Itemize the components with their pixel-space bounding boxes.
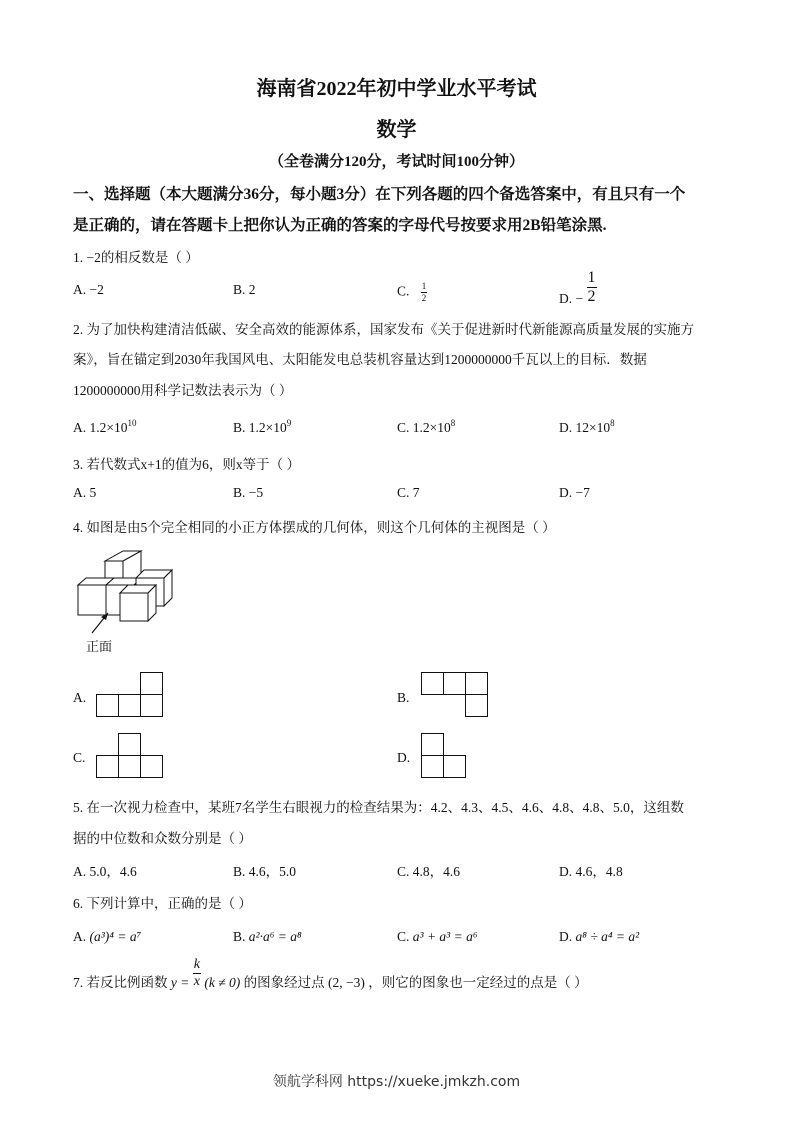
q6-c-label: C. bbox=[397, 929, 410, 944]
q2-d-base: D. 12×10 bbox=[559, 420, 611, 435]
exam-title: 海南省2022年初中学业水平考试 bbox=[256, 78, 537, 100]
q1-option-b: B. 2 bbox=[233, 282, 256, 297]
q7-point: (2, −3) bbox=[327, 974, 365, 990]
q7-denominator: x bbox=[193, 974, 200, 989]
q4-option-a-figure bbox=[96, 672, 166, 718]
q2-a-base: A. 1.2×10 bbox=[73, 420, 128, 435]
q4-option-b-figure bbox=[421, 672, 491, 718]
front-label: 正面 bbox=[86, 640, 113, 655]
q1-c-denominator: 2 bbox=[421, 293, 427, 303]
q6-b-expr: a²·a⁶ = a⁸ bbox=[248, 929, 302, 944]
q7-part2: 的图象经过点 bbox=[243, 974, 325, 990]
exam-subject: 数学 bbox=[376, 119, 417, 141]
q1-option-d-label: D. − bbox=[559, 290, 584, 306]
q7-part3: ，则它的图象也一定经过的点是（ ） bbox=[368, 974, 588, 990]
q6-option-b bbox=[233, 929, 302, 945]
q6-option-a bbox=[73, 929, 141, 945]
q6-b-label: B. bbox=[233, 929, 246, 944]
q7-stem bbox=[73, 958, 588, 989]
q1-c-numerator: 1 bbox=[421, 281, 427, 291]
q2-option-d bbox=[559, 418, 615, 436]
q2-stem-line1: 2. 为了加快构建清洁低碳、安全高效的能源体系，国家发布《关于促进新时代新能源高质量发展的实施方 bbox=[73, 322, 694, 337]
section1-line2: 是正确的，请在答题卡上把你认为正确的答案的字母代号按要求用2B铅笔涂黑. bbox=[73, 217, 607, 234]
q2-b-base: B. 1.2×10 bbox=[233, 420, 287, 435]
q7-fraction bbox=[193, 958, 201, 989]
q6-option-d bbox=[559, 929, 639, 945]
q2-c-exp: 8 bbox=[450, 418, 456, 428]
q3-option-a: A. 5 bbox=[73, 485, 97, 500]
q2-c-base: C. 1.2×10 bbox=[397, 420, 451, 435]
q4-option-c-figure bbox=[96, 733, 166, 779]
q6-stem: 6. 下列计算中，正确的是（ ） bbox=[73, 896, 252, 911]
q2-b-exp: 9 bbox=[286, 418, 292, 428]
cube-figure bbox=[70, 545, 190, 645]
q4-option-c: C. bbox=[73, 750, 86, 765]
q6-a-expr: (a³)⁴ = a⁷ bbox=[89, 929, 142, 944]
q7-condition: (k ≠ 0) bbox=[204, 974, 241, 990]
q4-stem: 4. 如图是由5个完全相同的小正方体摆成的几何体，则这个几何体的主视图是（ ） bbox=[73, 520, 556, 535]
q3-option-c: C. 7 bbox=[397, 485, 420, 500]
q2-option-b bbox=[233, 418, 291, 436]
q6-d-expr: a⁸ ÷ a⁴ = a² bbox=[575, 929, 640, 944]
q2-stem-line3: 1200000000用科学记数法表示为（ ） bbox=[73, 383, 293, 398]
q2-a-exp: 10 bbox=[127, 418, 137, 428]
q5-option-a: A. 5.0，4.6 bbox=[73, 864, 137, 879]
q3-stem: 3. 若代数式x+1的值为6，则x等于（ ） bbox=[73, 457, 300, 472]
q2-option-a bbox=[73, 418, 137, 436]
q1-option-a: A. −2 bbox=[73, 282, 104, 297]
section1-line1: 一、选择题（本大题满分36分，每小题3分）在下列各题的四个备选答案中，有且只有一个 bbox=[73, 186, 686, 203]
q1-stem: 1. −2的相反数是（ ） bbox=[73, 250, 199, 265]
q1-d-numerator: 1 bbox=[587, 269, 596, 286]
q5-option-d: D. 4.6，4.8 bbox=[559, 864, 623, 879]
q5-option-c: C. 4.8，4.6 bbox=[397, 864, 461, 879]
q6-c-expr: a³ + a³ = a⁶ bbox=[412, 929, 478, 944]
q1-d-denominator: 2 bbox=[587, 288, 596, 305]
q5-option-b: B. 4.6，5.0 bbox=[233, 864, 297, 879]
q3-option-d: D. −7 bbox=[559, 485, 590, 500]
q4-option-a: A. bbox=[73, 690, 87, 705]
q1-option-d-fraction bbox=[587, 270, 597, 305]
q4-option-d: D. bbox=[397, 750, 411, 765]
q6-d-label: D. bbox=[559, 929, 573, 944]
q6-a-label: A. bbox=[73, 929, 87, 944]
q2-d-exp: 8 bbox=[610, 418, 615, 428]
q6-option-c bbox=[397, 929, 478, 945]
q4-option-b: B. bbox=[397, 690, 410, 705]
q1-option-d bbox=[559, 270, 597, 305]
q7-func-lhs: y = bbox=[170, 974, 190, 990]
q1-option-c-label: C. bbox=[397, 283, 410, 299]
page-footer: 领航学科网 https://xueke.jmkzh.com bbox=[272, 1074, 521, 1090]
q5-stem-line2: 据的中位数和众数分别是（ ） bbox=[73, 831, 252, 846]
q1-option-c bbox=[397, 282, 427, 303]
exam-note: （全卷满分120分，考试时间100分钟） bbox=[268, 154, 524, 170]
q1-option-c-fraction bbox=[421, 282, 428, 303]
q4-option-d-figure bbox=[421, 733, 491, 779]
q7-part1: 7. 若反比例函数 bbox=[73, 974, 168, 990]
q2-stem-line2: 案》，旨在锚定到2030年我国风电、太阳能发电总装机容量达到1200000000千瓦以上的目标．数据 bbox=[73, 352, 647, 367]
q3-option-b: B. −5 bbox=[233, 485, 264, 500]
q5-stem-line1: 5. 在一次视力检查中，某班7名学生右眼视力的检查结果为：4.2、4.3、4.5、4.6、4.8、4.8、5.0，这组数 bbox=[73, 800, 684, 815]
q7-numerator: k bbox=[193, 957, 200, 972]
q2-option-c bbox=[397, 418, 455, 436]
